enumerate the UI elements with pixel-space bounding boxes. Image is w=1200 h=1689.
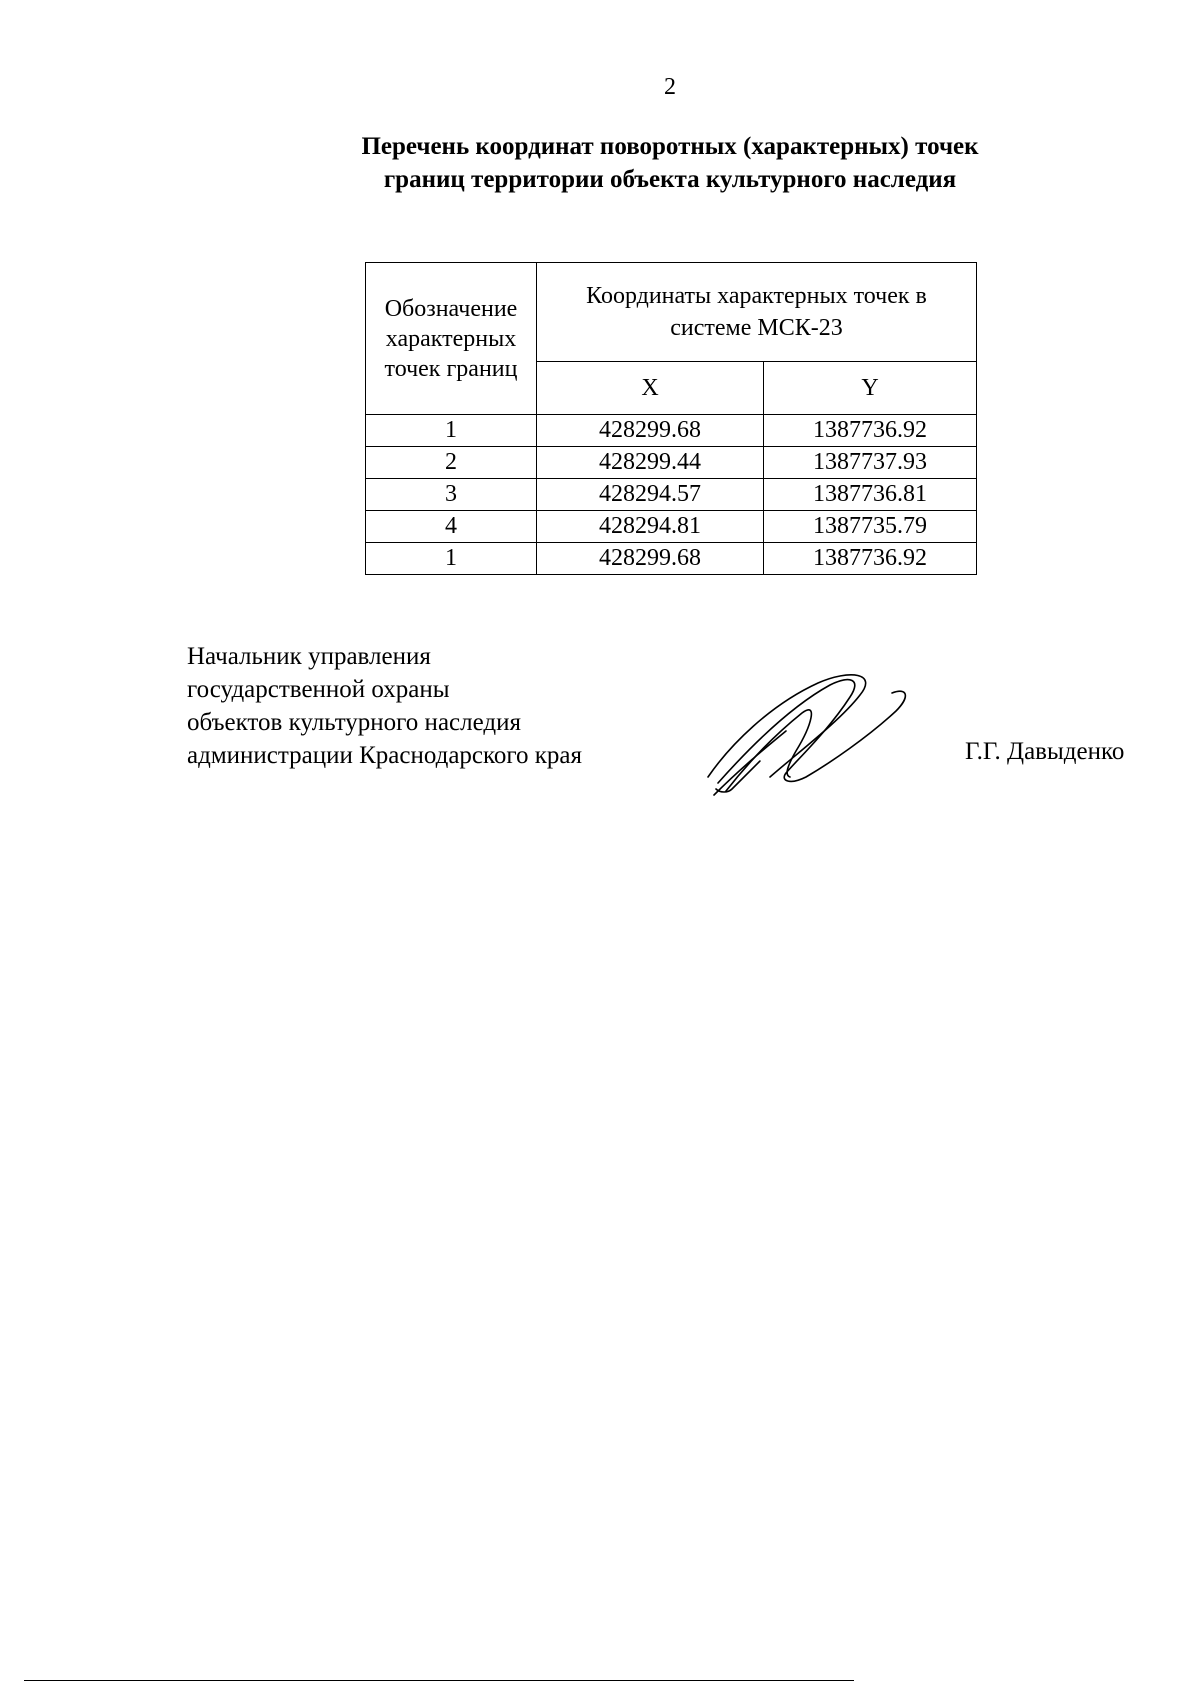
cell-y: 1387736.92 bbox=[764, 543, 977, 575]
cell-y: 1387737.93 bbox=[764, 447, 977, 479]
signer-title-line: объектов культурного наследия bbox=[187, 709, 521, 736]
footer-divider bbox=[24, 1680, 854, 1681]
cell-x: 428294.81 bbox=[537, 511, 764, 543]
cell-point: 2 bbox=[366, 447, 537, 479]
table-row bbox=[366, 415, 977, 447]
cell-point: 4 bbox=[366, 511, 537, 543]
header-y: Y bbox=[764, 362, 977, 415]
header-coordinates-line: Координаты характерных точек в bbox=[586, 283, 927, 309]
cell-point: 1 bbox=[366, 415, 537, 447]
cell-point: 1 bbox=[366, 543, 537, 575]
signer-title bbox=[187, 640, 582, 772]
signer-title-line: государственной охраны bbox=[187, 676, 450, 703]
table-row bbox=[366, 511, 977, 543]
header-designation bbox=[366, 263, 537, 415]
cell-y: 1387736.92 bbox=[764, 415, 977, 447]
cell-y: 1387735.79 bbox=[764, 511, 977, 543]
table-row bbox=[366, 479, 977, 511]
cell-x: 428299.68 bbox=[537, 543, 764, 575]
handwritten-signature bbox=[700, 665, 920, 800]
cell-x: 428294.57 bbox=[537, 479, 764, 511]
title-line-2: границ территории объекта культурного наследия bbox=[383, 166, 957, 193]
header-designation-line: характерных bbox=[385, 325, 517, 352]
header-designation-line: точек границ bbox=[384, 355, 518, 382]
signer-title-line: Начальник управления bbox=[187, 643, 431, 670]
coordinates-table bbox=[365, 262, 977, 575]
table-row bbox=[366, 543, 977, 575]
header-x: X bbox=[537, 362, 764, 415]
table-row bbox=[366, 447, 977, 479]
header-designation-line: Обозначение bbox=[384, 295, 518, 322]
cell-x: 428299.68 bbox=[537, 415, 764, 447]
cell-y: 1387736.81 bbox=[764, 479, 977, 511]
page-number: 2 bbox=[664, 74, 676, 100]
signer-title-line: администрации Краснодарского края bbox=[187, 742, 583, 769]
document-title bbox=[240, 130, 1100, 196]
header-coordinates-line: системе МСК-23 bbox=[670, 315, 843, 341]
signer-name: Г.Г. Давыденко bbox=[965, 738, 1125, 765]
title-line-1: Перечень координат поворотных (характерных) точек bbox=[361, 133, 979, 160]
header-coordinates bbox=[537, 263, 977, 362]
cell-point: 3 bbox=[366, 479, 537, 511]
cell-x: 428299.44 bbox=[537, 447, 764, 479]
